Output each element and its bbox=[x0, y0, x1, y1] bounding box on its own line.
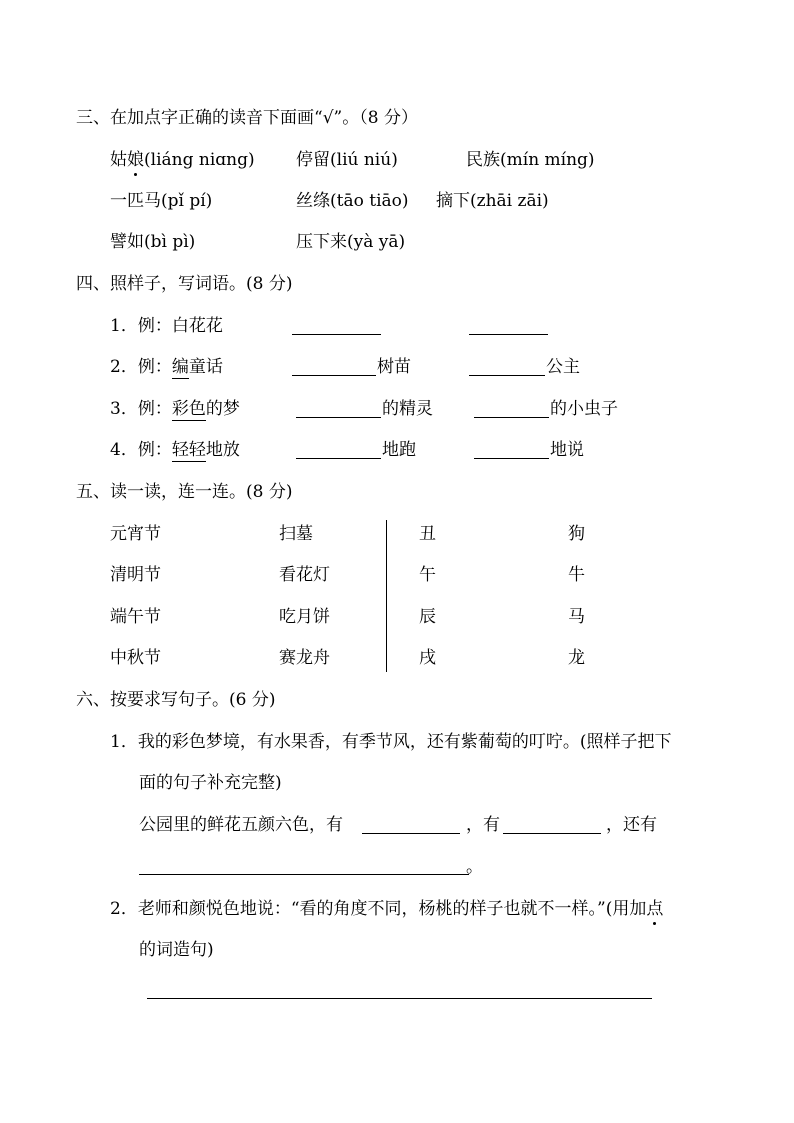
section-5-title: 五、读一读，连一连。(8 分) bbox=[76, 482, 293, 502]
pinyin-item: 丝绦(tāo tiāo) bbox=[296, 191, 409, 211]
row-number: 3． bbox=[110, 399, 138, 419]
custom-item: 吃月饼 bbox=[279, 607, 330, 627]
section-3-title-pre: 三、在加点字正确的读音下面画“ bbox=[76, 108, 323, 128]
earthly-branch-item: 辰 bbox=[419, 607, 436, 627]
pinyin-item: 民族(mín míng) bbox=[466, 150, 595, 170]
answer-blank[interactable] bbox=[474, 417, 549, 418]
earthly-branch-item: 午 bbox=[419, 565, 436, 585]
zodiac-item: 龙 bbox=[568, 648, 585, 668]
dotted-char: 点 bbox=[646, 899, 664, 919]
section-3-title-post: ”。（8 分） bbox=[333, 108, 418, 128]
example-word: 白花花 bbox=[171, 316, 223, 336]
question-number: 1． bbox=[110, 732, 138, 752]
fill-sentence-mid: ，有 bbox=[466, 815, 500, 835]
pinyin-item: 譬如(bì pì) bbox=[110, 232, 196, 252]
column-divider bbox=[386, 520, 387, 672]
checkmark-symbol: √ bbox=[322, 108, 334, 128]
pinyin-item: 摘下(zhāi zāi) bbox=[436, 191, 549, 211]
section-6-title: 六、按要求写句子。(6 分) bbox=[76, 690, 276, 710]
word-example-row bbox=[110, 315, 223, 337]
question-text: 我的彩色梦境，有水果香，有季节风，还有紫葡萄的叮咛。(照样子把下 bbox=[137, 732, 672, 752]
answer-line[interactable] bbox=[147, 998, 652, 999]
blank-suffix: 树苗 bbox=[377, 357, 411, 377]
underlined-char: 轻轻 bbox=[171, 440, 206, 460]
fill-sentence-end: ，还有 bbox=[606, 815, 657, 835]
zodiac-item: 狗 bbox=[568, 524, 585, 544]
blank-suffix: 的精灵 bbox=[382, 399, 433, 419]
festival-item: 元宵节 bbox=[110, 524, 161, 544]
zodiac-item: 牛 bbox=[568, 565, 585, 585]
pinyin-item: 压下来(yà yā) bbox=[296, 232, 406, 252]
earthly-branch-item: 戌 bbox=[419, 648, 436, 668]
example-label: 例： bbox=[137, 440, 172, 460]
zodiac-item: 马 bbox=[568, 607, 585, 627]
answer-blank[interactable] bbox=[292, 334, 381, 335]
row-number: 1． bbox=[110, 316, 138, 336]
custom-item: 扫墓 bbox=[279, 524, 313, 544]
custom-item: 看花灯 bbox=[279, 565, 330, 585]
word-example-row bbox=[110, 439, 240, 461]
answer-blank[interactable] bbox=[469, 375, 545, 376]
question-2-line1: 2．老师和颜悦色地说：“看的角度不同，杨桃的样子也就不一样。”(用加点 bbox=[110, 899, 664, 919]
answer-blank[interactable] bbox=[474, 458, 549, 459]
pinyin-item: 姑娘(liáng niɑng) bbox=[110, 150, 255, 170]
question-1-line2: 面的句子补充完整) bbox=[139, 773, 282, 793]
question-1-line1 bbox=[110, 731, 671, 753]
section-3-title bbox=[76, 107, 418, 129]
example-label: 例： bbox=[137, 399, 172, 419]
word-example-row bbox=[110, 398, 240, 420]
answer-blank[interactable] bbox=[469, 334, 548, 335]
blank-suffix: 地说 bbox=[550, 440, 584, 460]
underlined-char: 彩色 bbox=[171, 399, 206, 419]
pinyin-text: (liáng niɑng) bbox=[144, 150, 255, 170]
earthly-branch-item: 丑 bbox=[419, 524, 436, 544]
answer-blank[interactable] bbox=[292, 375, 376, 376]
blank-suffix: 的小虫子 bbox=[550, 399, 618, 419]
section-4-title: 四、照样子，写词语。(8 分) bbox=[76, 274, 293, 294]
row-number: 2． bbox=[110, 357, 138, 377]
example-word: 的梦 bbox=[205, 399, 240, 419]
example-label: 例： bbox=[137, 316, 172, 336]
blank-suffix: 公主 bbox=[546, 357, 580, 377]
underlined-char: 编 bbox=[171, 357, 189, 377]
pinyin-item: 停留(liú niú) bbox=[296, 150, 398, 170]
answer-blank[interactable] bbox=[503, 833, 601, 834]
row-number: 4． bbox=[110, 440, 138, 460]
question-2-line2: 的词造句) bbox=[139, 940, 214, 960]
answer-blank[interactable] bbox=[362, 833, 460, 834]
dotted-char: 娘 bbox=[127, 150, 144, 170]
example-word: 地放 bbox=[205, 440, 240, 460]
festival-item: 清明节 bbox=[110, 565, 161, 585]
question-number: 2． bbox=[110, 899, 138, 919]
pinyin-item: 一匹马(pǐ pí) bbox=[110, 191, 213, 211]
festival-item: 端午节 bbox=[110, 607, 161, 627]
word-example-row bbox=[110, 356, 223, 378]
custom-item: 赛龙舟 bbox=[279, 648, 330, 668]
answer-blank[interactable] bbox=[296, 417, 381, 418]
blank-suffix: 地跑 bbox=[382, 440, 416, 460]
answer-blank[interactable] bbox=[296, 458, 381, 459]
answer-blank[interactable] bbox=[139, 874, 469, 875]
example-word: 童话 bbox=[188, 357, 223, 377]
festival-item: 中秋节 bbox=[110, 648, 161, 668]
fill-sentence-last: 。 bbox=[466, 857, 483, 877]
fill-sentence-pre: 公园里的鲜花五颜六色，有 bbox=[139, 815, 343, 835]
example-label: 例： bbox=[137, 357, 172, 377]
